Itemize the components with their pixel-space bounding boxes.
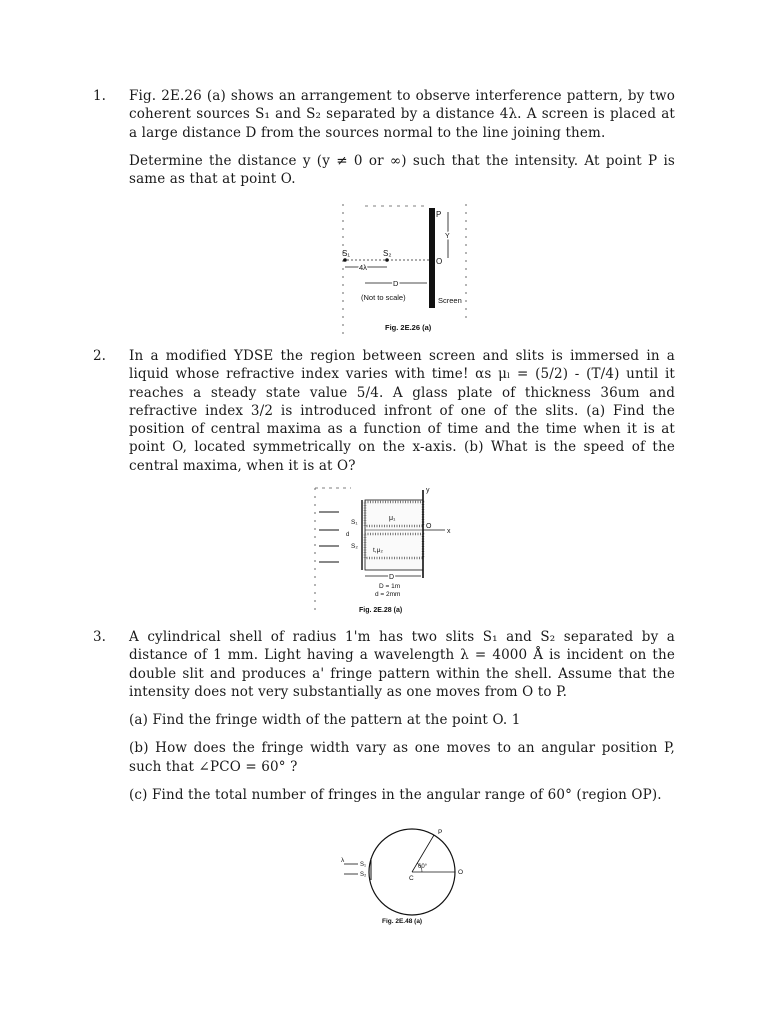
o-label: O xyxy=(436,257,443,266)
figure-caption: Fig. 2E.26 (a) xyxy=(385,323,432,332)
lambda-label: λ xyxy=(341,857,345,864)
screen-label: Screen xyxy=(438,296,462,305)
figure-2e48 xyxy=(336,822,476,928)
s1-label: S₁ xyxy=(342,249,351,258)
s2-dot xyxy=(385,258,389,262)
figure-caption: Fig. 2E.48 (a) xyxy=(382,918,423,925)
s1-dot xyxy=(343,258,347,262)
question-paragraph: A cylindrical shell of radius 1'm has two slits S₁ and S₂ separated by a distance of 1 mm. Light having a wavelength λ = 4000 Å is incident on the double slit and produces a' fringe pattern within the shell. Assume that the intensity does not very substantially as one moves from O to P. xyxy=(129,629,675,700)
o-label: O xyxy=(458,869,464,876)
question-number: 1. xyxy=(93,88,106,104)
s-value: d = 2mm xyxy=(375,591,401,598)
s2-label: S₂ xyxy=(351,543,358,550)
question-paragraph: (a) Find the fringe width of the pattern at the point O. 1 xyxy=(129,712,521,729)
question-paragraph: In a modified YDSE the region between screen and slits is immersed in a liquid whose refractive index varies with time! αs μₗ = (5/2) - (T/4) until it reaches a steady state value 5/4. A glass plate of thickness 36um and refractive index 3/2 is introduced infront of one of the slits. (a) Find the position of central maxima as a function of time and the time when it is at point O, located symmetrically on the x-axis. (b) What is the speed of the central maxima, when it is at O? xyxy=(129,348,675,474)
dist-label: D xyxy=(393,279,399,288)
c-label: C xyxy=(409,875,414,882)
liquid-region xyxy=(365,500,423,570)
figure-caption: Fig. 2E.28 (a) xyxy=(359,607,403,614)
s1-label: S₁ xyxy=(360,862,367,868)
note-label: (Not to scale) xyxy=(361,293,406,302)
o-label: O xyxy=(426,523,432,530)
angle-label: 60° xyxy=(418,864,428,870)
screen-bar xyxy=(429,208,435,308)
figure-2e26 xyxy=(335,200,475,340)
x-label: x xyxy=(447,528,451,535)
y-label: y xyxy=(426,487,430,494)
s2-label: S₂ xyxy=(383,249,392,258)
s1-label: S₁ xyxy=(351,519,358,526)
p-label: P xyxy=(436,210,442,219)
question-paragraph: Determine the distance y (y ≠ 0 or ∞) such that the intensity. At point P is same as that at point O. xyxy=(129,152,675,188)
mu1-label: μ₁ xyxy=(389,515,396,522)
figure-2e28 xyxy=(313,482,463,616)
s2-label: S₂ xyxy=(360,872,367,878)
question-number: 3. xyxy=(93,629,106,645)
question-paragraph: (b) How does the fringe width vary as one moves to an angular position P, such that ∠PCO = 60° ? xyxy=(129,740,675,775)
question-body xyxy=(129,347,675,485)
question-number: 2. xyxy=(93,348,106,364)
question-body xyxy=(129,87,675,198)
sep-label: 4λ xyxy=(359,263,367,272)
question-paragraph: Fig. 2E.26 (a) shows an arrangement to observe interference pattern, by two coherent sources S₁ and S₂ separated by a distance 4λ. A screen is placed at a large distance D from the sources normal to the line joining them. xyxy=(129,88,675,141)
d-value: D = 1m xyxy=(379,583,401,590)
dist-label: D xyxy=(389,574,395,581)
question-body xyxy=(129,628,675,814)
question-paragraph: (c) Find the total number of fringes in the angular range of 60° (region OP). xyxy=(129,787,662,804)
d-label: d xyxy=(346,532,350,538)
mu2-label: t,μ₂ xyxy=(373,547,383,554)
y-label: Y xyxy=(445,233,450,240)
p-label: P xyxy=(438,829,443,836)
